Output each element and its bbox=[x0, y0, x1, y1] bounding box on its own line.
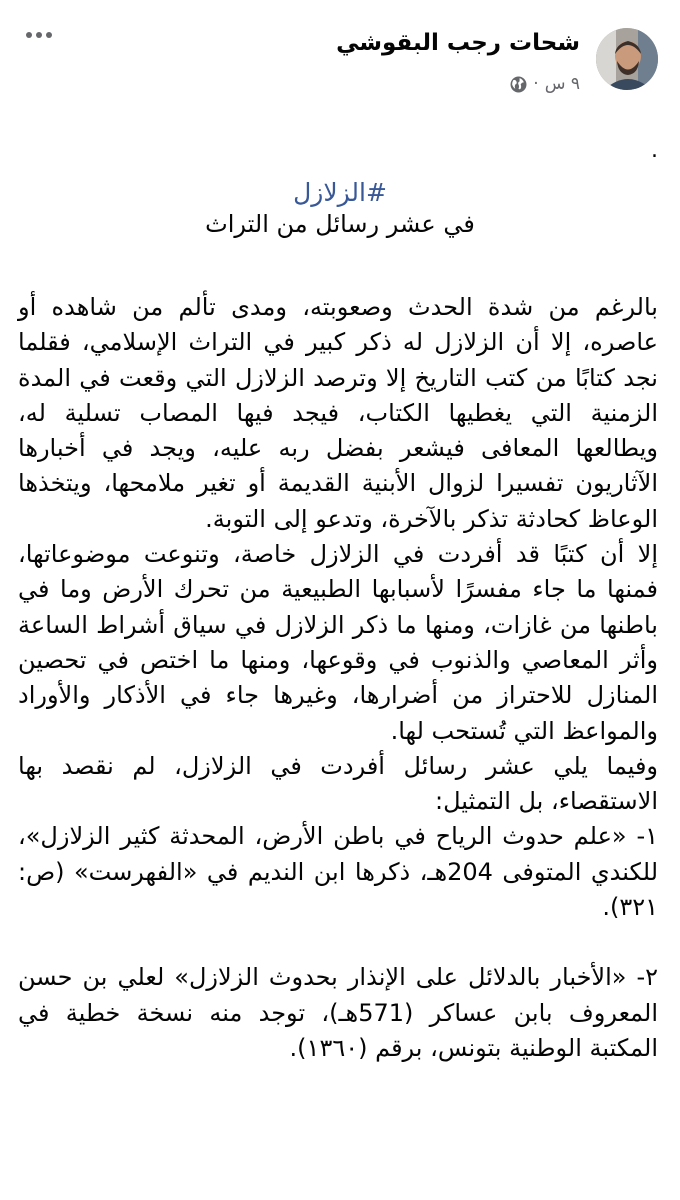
hashtag-link[interactable]: #الزلازل bbox=[293, 178, 387, 207]
post-header bbox=[22, 22, 658, 98]
post-subtitle: في عشر رسائل من التراث bbox=[205, 210, 475, 238]
post-body bbox=[18, 290, 658, 1066]
avatar[interactable] bbox=[596, 28, 658, 90]
post-meta bbox=[510, 74, 580, 94]
more-options-icon[interactable] bbox=[26, 32, 52, 38]
paragraph-gap bbox=[18, 925, 658, 960]
author-name[interactable]: شحات رجب البقوشي bbox=[336, 30, 580, 56]
post-dot: . bbox=[651, 138, 658, 163]
globe-icon bbox=[510, 76, 527, 93]
meta-separator: · bbox=[533, 74, 539, 94]
post-paragraph: بالرغم من شدة الحدث وصعوبته، ومدى تألم من شاهده أو عاصره، إلا أن الزلازل له ذكر كبير في التراث الإسلامي، فقلما نجد كتابًا من كتب التاريخ إلا وترصد الزلازل التي وقعت في المدة الزمنية التي يغطيها الكتاب، فيجد فيها المصاب تسلية له، ويطالعها المعافى فيشعر بفضل ربه عليه، ويجد في أخبارها الآثاريون تفسيرا لزوال الأبنية القديمة أو تغير ملامحها، ويتخذها الوعاظ كحادثة تذكر بالآخرة، وتدعو إلى التوبة. bbox=[18, 293, 658, 533]
post-time[interactable]: ٩ س bbox=[544, 74, 580, 94]
post-paragraph: إلا أن كتبًا قد أفردت في الزلازل خاصة، وتنوعت موضوعاتها، فمنها ما جاء مفسرًا لأسبابها الطبيعية من تحرك الأرض وما في باطنها من غازات، ومنها ما ذكر الزلازل في سياق أشراط الساعة وأثر المعاصي والذنوب في وقوعها، ومنها ما اختص في تحصين المنازل للاحتراز من أضرارها، وغيرها جاء في الأذكار والأوراد والمواعظ التي تُستحب لها. bbox=[18, 540, 658, 745]
post-paragraph: ٢- «الأخبار بالدلائل على الإنذار بحدوث الزلازل» لعلي بن حسن المعروف بابن عساكر (571هـ)، توجد منه نسخة خطية في المكتبة الوطنية بتونس، برقم (١٣٦٠). bbox=[18, 963, 658, 1062]
post-paragraph: وفيما يلي عشر رسائل أفردت في الزلازل، لم نقصد بها الاستقصاء، بل التمثيل: bbox=[18, 751, 658, 816]
post-paragraph: ١- «علم حدوث الرياح في باطن الأرض، المحدثة كثير الزلازل»، للكندي المتوفى 204هـ، ذكرها ابن النديم في «الفهرست» (ص: ٣٢١). bbox=[18, 822, 658, 922]
